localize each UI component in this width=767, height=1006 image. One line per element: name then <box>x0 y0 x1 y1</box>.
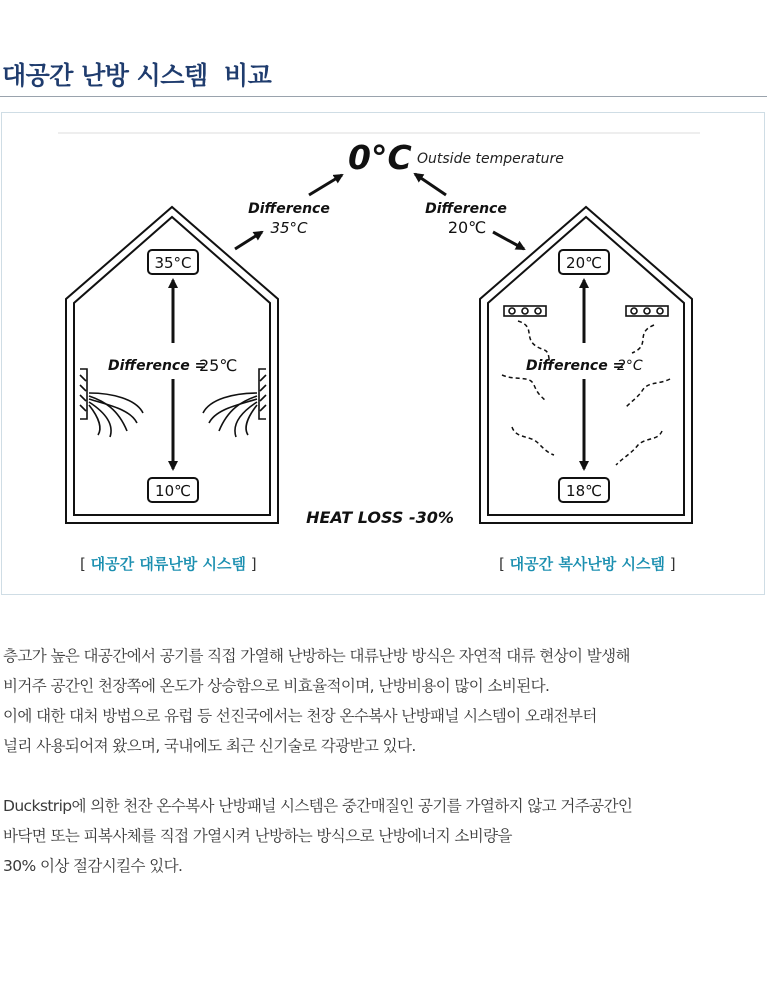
right-top-temp: 20℃ <box>566 254 602 272</box>
left-top-temp: 35°C <box>154 254 192 272</box>
paragraph-line: 층고가 높은 대공간에서 공기를 직접 가열해 난방하는 대류난방 방식은 자연적 대류 현상이 발생해 <box>3 647 630 665</box>
caption-bracket-open: [ <box>499 555 510 573</box>
paragraph-line: 바닥면 또는 피복사체를 직접 가열시켜 난방하는 방식으로 난방에너지 소비량을 <box>3 827 512 845</box>
caption-bracket-close: ] <box>664 555 676 573</box>
right-outer-diff-value: 20℃ <box>447 218 487 237</box>
ceiling-panel-right <box>626 306 668 316</box>
heating-comparison-figure <box>1 112 765 595</box>
right-out-arrow-lower <box>493 232 524 249</box>
outside-temp-label: Outside temperature <box>417 151 564 167</box>
left-system-caption <box>80 553 257 574</box>
left-bottom-temp: 10℃ <box>155 482 191 500</box>
left-wall-heater-right <box>203 369 266 437</box>
heat-loss-label: HEAT LOSS -30% <box>306 508 454 527</box>
radiant-waves <box>502 321 670 465</box>
right-out-arrow-upper <box>415 174 446 195</box>
body-paragraph-2 <box>3 791 632 881</box>
paragraph-line: 비거주 공간인 천장쪽에 온도가 상승함으로 비효율적이며, 난방비용이 많이 소비된다. <box>3 677 550 695</box>
left-inner-diff-label: Difference = <box>108 358 207 374</box>
left-wall-heater-left <box>80 369 143 437</box>
page-title: 대공간 난방 시스템 비교 <box>2 61 272 90</box>
title-divider <box>0 96 767 97</box>
left-caption-text: 대공간 대류난방 시스템 <box>90 555 246 573</box>
right-inner-diff-label: Difference = <box>526 358 625 374</box>
left-house <box>66 207 278 523</box>
right-inner-diff-value: 2°C <box>617 358 643 374</box>
outside-temp: 0°C <box>348 138 412 177</box>
right-house <box>480 207 692 523</box>
right-bottom-temp: 18℃ <box>566 482 602 500</box>
caption-bracket-open: [ <box>80 555 91 573</box>
left-inner-diff-value: 25℃ <box>199 356 238 375</box>
right-outer-diff-label: Difference <box>425 201 507 217</box>
left-out-arrow-lower <box>235 232 262 249</box>
ceiling-panel-left <box>504 306 546 316</box>
body-paragraph-1 <box>3 641 630 761</box>
left-out-arrow-upper <box>309 175 342 195</box>
right-system-caption <box>499 553 676 574</box>
paragraph-line: 이에 대한 대처 방법으로 유럽 등 선진국에서는 천장 온수복사 난방패널 시스템이 오래전부터 <box>3 707 597 725</box>
paragraph-line: Duckstrip에 의한 천잔 온수복사 난방패널 시스템은 중간매질인 공기를 가열하지 않고 거주공간인 <box>3 797 633 815</box>
caption-bracket-close: ] <box>245 555 257 573</box>
heating-diagram <box>2 113 766 596</box>
right-caption-text: 대공간 복사난방 시스템 <box>509 555 665 573</box>
left-outer-diff-label: Difference <box>248 201 330 217</box>
paragraph-line: 30% 이상 절감시킬수 있다. <box>3 857 183 875</box>
paragraph-line: 널리 사용되어져 왔으며, 국내에도 최근 신기술로 각광받고 있다. <box>3 737 416 755</box>
left-outer-diff-value: 35°C <box>270 219 308 237</box>
